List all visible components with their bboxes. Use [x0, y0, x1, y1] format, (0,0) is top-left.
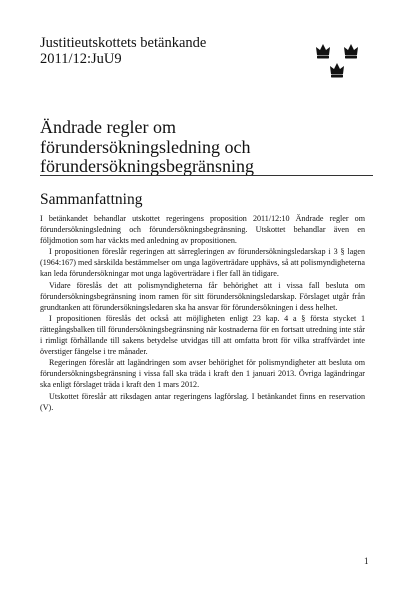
report-title — [40, 118, 360, 177]
report-number: 2011/12:JuU9 — [40, 51, 122, 67]
paragraph: Vidare föreslås det att polismyndigheterna får behörighet att i vissa fall besluta om förundersökningsbegränsning inom ramen för sitt förundersökningsledarskap. Förslaget utgår från grundtanken att förundersökningsledaren ska ha ansvar för förundersökningen i dess helhet. — [40, 280, 365, 312]
report-series: Justitieutskottets betänkande — [40, 35, 207, 51]
title-line: förundersökningsledning och — [40, 136, 251, 157]
summary-text — [40, 213, 365, 413]
paragraph: I propositionen föreslås det också att möjligheten enligt 23 kap. 4 a § första stycket 1 rättegångsbalken till förundersökningsbegränsning när kostnaderna för en fortsatt utredning inte står i rimligt förhållande till sakens betydelse utvidgas till att omfatta brott för vilka straffvärdet inte överstiger fängelse i tre månader. — [40, 313, 365, 357]
title-line: Ändrade regler om — [40, 117, 176, 137]
paragraph: Regeringen föreslår att lagändringen som avser behörighet för polismyndigheter att besluta om förundersökningsbegränsning i vissa fall ska träda i kraft den 1 januari 2013. Övriga lagändringar ska enligt förslaget träda i kraft den 1 mars 2012. — [40, 358, 365, 390]
crown-icon — [330, 63, 344, 78]
crown-icon — [316, 44, 330, 59]
document-header — [40, 35, 206, 67]
title-divider — [40, 175, 373, 176]
paragraph: Utskottet föreslår att riksdagen antar regeringens lagförslag. I betänkandet finns en reservation (V). — [40, 391, 365, 412]
page-number: 1 — [364, 556, 369, 566]
paragraph: I betänkandet behandlar utskottet regeringens proposition 2011/12:10 Ändrade regler om förundersökningsledning och förundersökningsbegränsning. Utskottet behandlar även en följdmotion som har väckts med anledning av propositionen. — [40, 214, 365, 246]
title-line: förundersökningsbegränsning — [40, 156, 254, 176]
paragraph: I propositionen föreslår regeringen att särregleringen av förundersökningsledarskap i 3 § lagen (1964:167) med särskilda bestämmelser om unga lagöverträdare upphävs, så att polismyndigheterna kan leda förundersökningar mot unga lagöverträdare i fler fall än tidigare. — [40, 247, 365, 279]
three-crowns-logo — [314, 42, 364, 80]
crown-icon — [344, 44, 358, 59]
section-heading: Sammanfattning — [40, 191, 143, 208]
